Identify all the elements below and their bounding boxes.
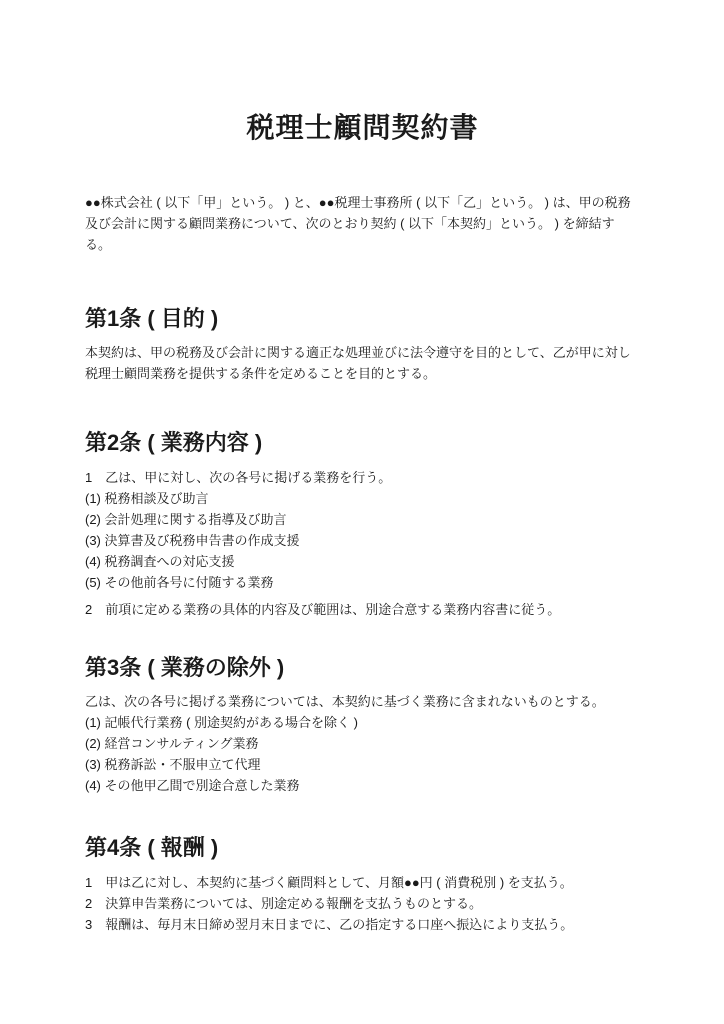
- article-2-item-2: (2) 会計処理に関する指導及び助言: [85, 512, 287, 527]
- article-3-item-1: (1) 記帳代行業務 ( 別途契約がある場合を除く ): [85, 715, 358, 730]
- article-2-item-1: (1) 税務相談及び助言: [85, 491, 209, 506]
- article-1-body: [85, 342, 640, 384]
- article-4-clause-3: 3 報酬は、毎月末日締め翌月末日までに、乙の指定する口座へ振込により支払う。: [85, 917, 574, 932]
- article-3-body: [85, 691, 640, 796]
- document-title: 税理士顧問契約書: [246, 112, 479, 143]
- article-3-item-2: (2) 経営コンサルティング業務: [85, 736, 259, 751]
- article-3-item-4: (4) その他甲乙間で別途合意した業務: [85, 778, 300, 793]
- article-3-heading: 第3条 ( 業務の除外 ): [85, 655, 285, 680]
- article-3-intro: 乙は、次の各号に掲げる業務については、本契約に基づく業務に含まれないものとする。: [85, 694, 605, 709]
- article-1-paragraph: 本契約は、甲の税務及び会計に関する適正な処理並びに法令遵守を目的として、乙が甲に対し税理士顧問業務を提供する条件を定めることを目的とする。: [85, 345, 631, 381]
- contract-preamble: ●●株式会社 ( 以下「甲」という。 ) と、●●税理士事務所 ( 以下「乙」という。 ) は、甲の税務及び会計に関する顧問業務について、次のとおり契約 ( 以下「本契約」という。 ) を締結する。: [85, 195, 631, 252]
- article-2-body: [85, 467, 640, 620]
- article-4-body: [85, 872, 640, 935]
- article-3-exclusions: [85, 653, 640, 796]
- article-2-services: [85, 428, 640, 620]
- article-1-purpose: [85, 304, 640, 384]
- article-2-heading: 第2条 ( 業務内容 ): [85, 430, 263, 455]
- article-4-clause-1: 1 甲は乙に対し、本契約に基づく顧問料として、月額●●円 ( 消費税別 ) を支払う。: [85, 875, 573, 890]
- article-2-item-5: (5) その他前各号に付随する業務: [85, 575, 274, 590]
- article-2-item-4: (4) 税務調査への対応支援: [85, 554, 235, 569]
- article-4-clause-2: 2 決算申告業務については、別途定める報酬を支払うものとする。: [85, 896, 482, 911]
- article-4-heading: 第4条 ( 報酬 ): [85, 835, 219, 860]
- article-2-clause-2: 2 前項に定める業務の具体的内容及び範囲は、別途合意する業務内容書に従う。: [85, 602, 561, 617]
- article-3-item-3: (3) 税務訴訟・不服申立て代理: [85, 757, 261, 772]
- article-4-fees: [85, 833, 640, 935]
- article-1-heading: 第1条 ( 目的 ): [85, 306, 219, 331]
- article-2-item-3: (3) 決算書及び税務申告書の作成支援: [85, 533, 300, 548]
- article-2-clause-1: 1 乙は、甲に対し、次の各号に掲げる業務を行う。: [85, 470, 392, 485]
